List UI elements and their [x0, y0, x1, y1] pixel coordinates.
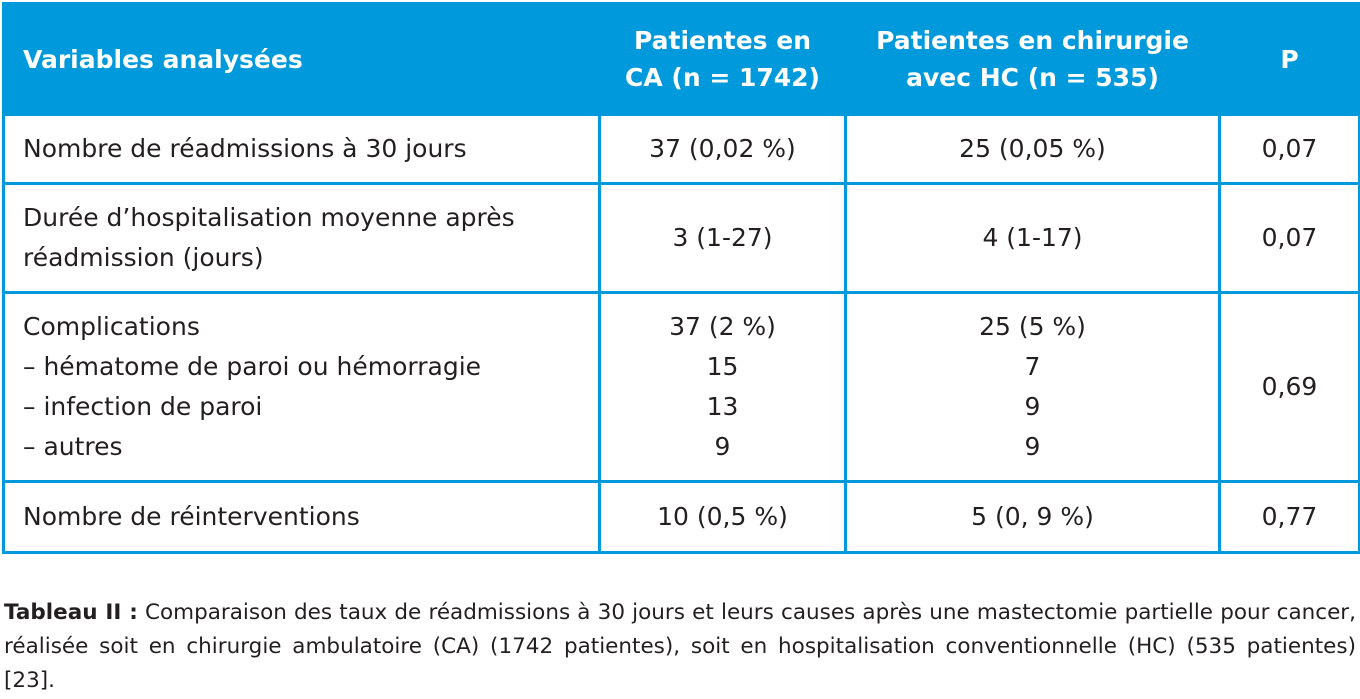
- table-row: [4, 482, 1360, 553]
- table-row: [4, 184, 1360, 293]
- cell-p: 0,07: [1220, 115, 1360, 184]
- cell-ca: 10 (0,5 %): [600, 482, 846, 553]
- header-variables: Variables analysées: [4, 4, 600, 115]
- cell-variable: Durée d’hospitalisation moyenne après réadmission (jours): [4, 184, 600, 293]
- cell-variable: Nombre de réinterventions: [4, 482, 600, 553]
- cell-hc: 5 (0, 9 %): [846, 482, 1220, 553]
- cell-p: 0,07: [1220, 184, 1360, 293]
- caption-text: Comparaison des taux de réadmissions à 30 jours et leurs causes après une mastectomie partielle pour cancer, réalisée soit en chirurgie ambulatoire (CA) (1742 patientes), soit en hospitalisation conventionnelle (HC) (535 patientes) [23].: [4, 600, 1356, 693]
- cell-hc: 4 (1-17): [846, 184, 1220, 293]
- cell-ca: 37 (2 %) 15 13 9: [600, 293, 846, 482]
- cell-ca: 37 (0,02 %): [600, 115, 846, 184]
- table-row: [4, 115, 1360, 184]
- table-header-row: [4, 4, 1360, 115]
- cell-ca: 3 (1-27): [600, 184, 846, 293]
- cell-p: 0,69: [1220, 293, 1360, 482]
- header-patientes-ca: Patientes en CA (n = 1742): [600, 4, 846, 115]
- cell-variable: Complications – hématome de paroi ou hémorragie – infection de paroi – autres: [4, 293, 600, 482]
- cell-variable: Nombre de réadmissions à 30 jours: [4, 115, 600, 184]
- header-p-value: P: [1220, 4, 1360, 115]
- cell-hc: 25 (5 %) 7 9 9: [846, 293, 1220, 482]
- cell-p: 0,77: [1220, 482, 1360, 553]
- table-caption: [4, 596, 1356, 698]
- caption-label: Tableau II :: [4, 600, 138, 625]
- comparison-table: [2, 2, 1360, 554]
- cell-hc: 25 (0,05 %): [846, 115, 1220, 184]
- table-row: [4, 293, 1360, 482]
- header-patientes-hc: Patientes en chirurgie avec HC (n = 535): [846, 4, 1220, 115]
